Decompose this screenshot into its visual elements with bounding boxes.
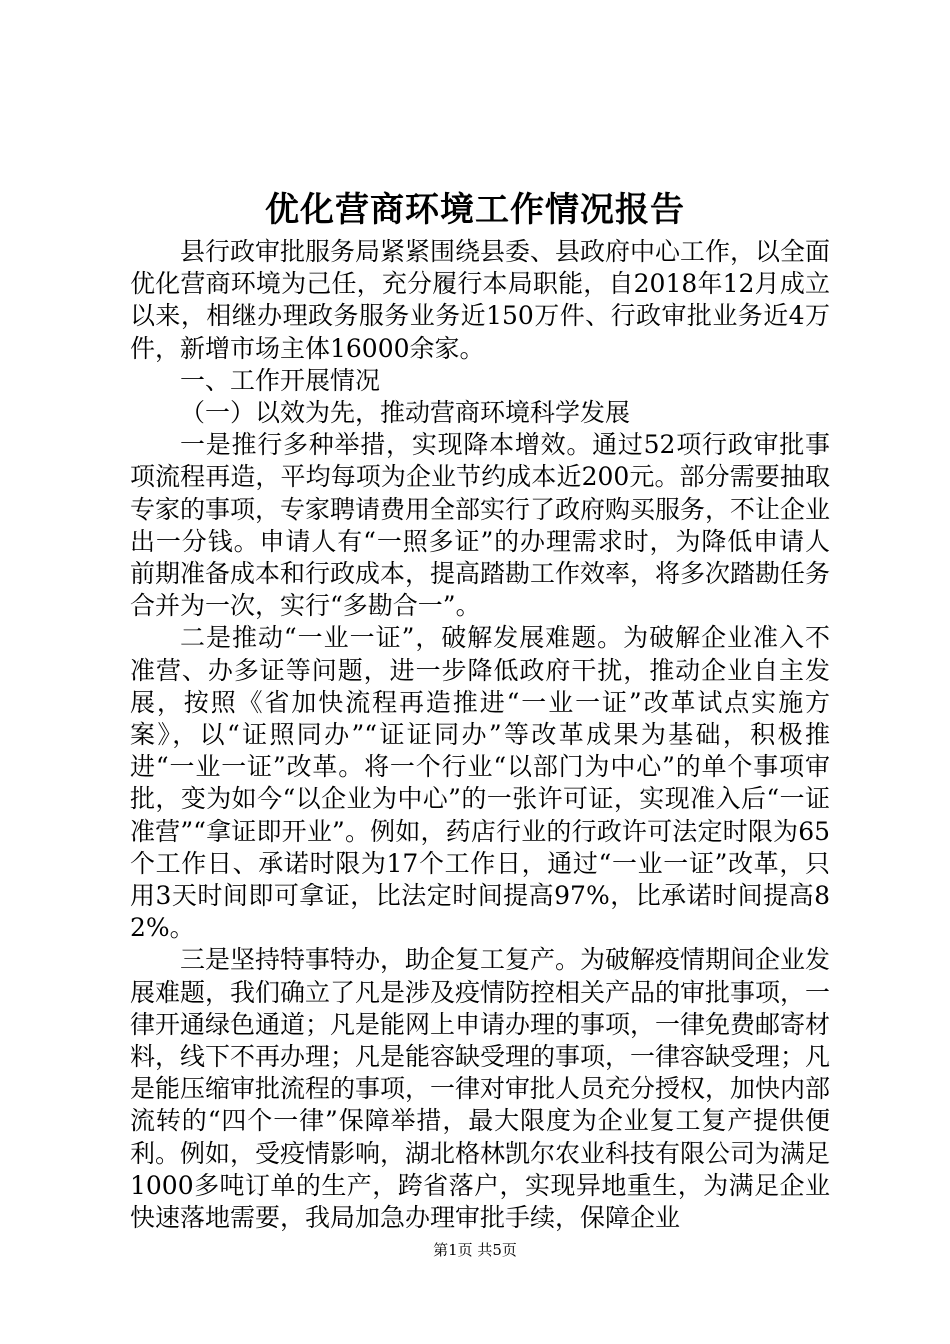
document-title: 优化营商环境工作情况报告 [265,190,685,230]
document-body [130,236,830,1234]
paragraph-cost-reduction: 一是推行多种举措，实现降本增效。通过52项行政审批事项流程再造，平均每项为企业节约成本近200元。部分需要抽取专家的事项，专家聘请费用全部实行了政府购买服务，不让企业出一分钱。申请人有“一照多证”的办理需求时，为降低申请人前期准备成本和行政成本，提高踏勘工作效率，将多次踏勘任务合并为一次，实行“多勘合一”。 [130,430,831,621]
section-heading: 一、工作开展情况 [180,365,381,395]
page-footer: 第1页 共5页 [433,1241,517,1259]
intro-paragraph: 县行政审批服务局紧紧围绕县委、县政府中心工作，以全面优化营商环境为己任，充分履行本局职能，自2018年12月成立以来，相继办理政务服务业务近150万件、行政审批业务近4万件，新增市场主体16000余家。 [130,237,831,363]
paragraph-special-handling: 三是坚持特事特办，助企复工复产。为破解疫情期间企业发展难题，我们确立了凡是涉及疫情防控相关产品的审批事项，一律开通绿色通道；凡是能网上申请办理的事项，一律免费邮寄材料，线下不再办理；凡是能容缺受理的事项，一律容缺受理；凡是能压缩审批流程的事项，一律对审批人员充分授权，加快内部流转的“四个一律”保障举措，最大限度为企业复工复产提供便利。例如，受疫情影响，湖北格林凯尔农业科技有限公司为满足1000多吨订单的生产，跨省落户，实现异地重生，为满足企业快速落地需要，我局加急办理审批手续，保障企业 [130,945,831,1233]
paragraph-one-industry-one-license: 二是推动“一业一证”，破解发展难题。为破解企业准入不准营、办多证等问题，进一步降低政府干扰，推动企业自主发展，按照《省加快流程再造推进“一业一证”改革试点实施方案》，以“证照同办”“证证同办”等改革成果为基础，积极推进“一业一证”改革。将一个行业“以部门为中心”的单个事项审批，变为如今“以企业为中心”的一张许可证，实现准入后“一证准营”“拿证即开业”。例如，药店行业的行政许可法定时限为65个工作日、承诺时限为17个工作日，通过“一业一证”改革，只用3天时间即可拿证，比法定时间提高97%，比承诺时间提高82%。 [130,623,830,943]
subsection-heading: （一）以效为先，推动营商环境科学发展 [180,398,631,428]
